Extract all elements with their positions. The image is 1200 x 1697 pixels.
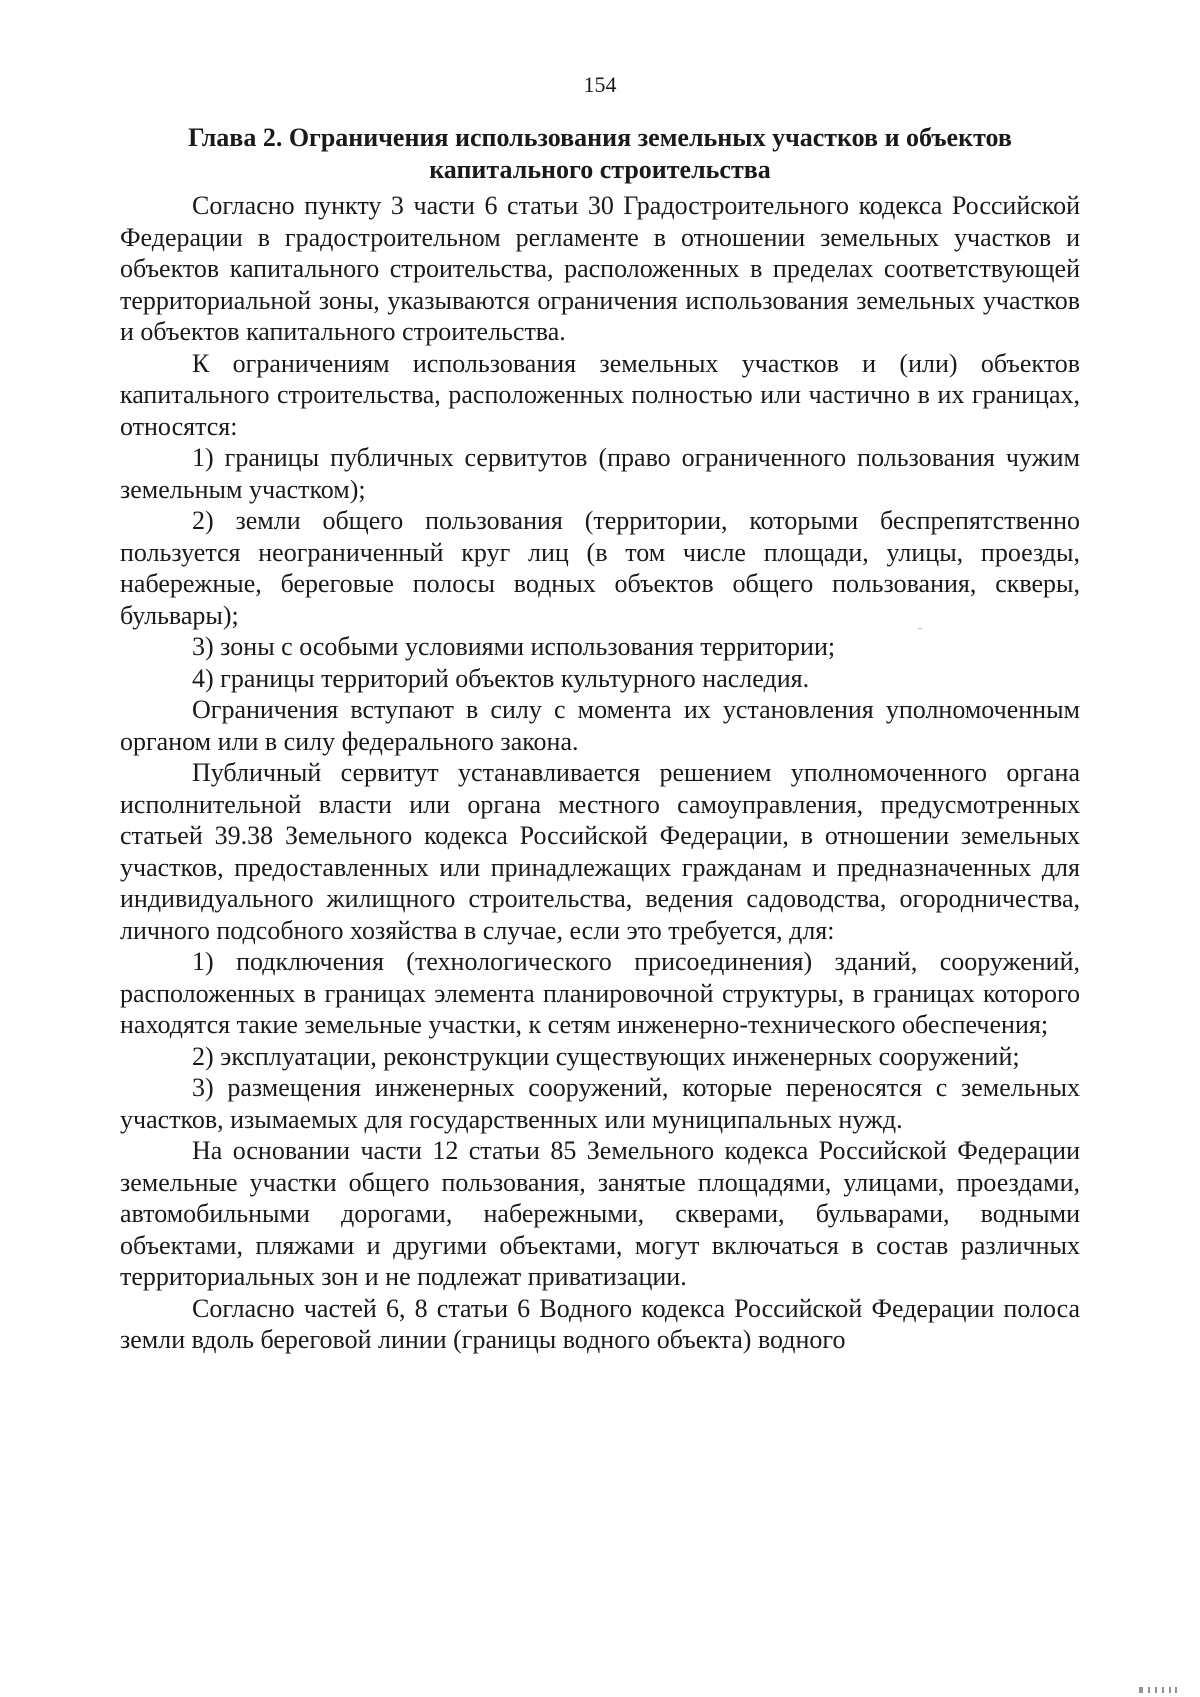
page-number: 154 [583,72,617,97]
chapter-title [120,122,1080,186]
paragraph: На основании части 12 статьи 85 Земельного кодекса Российской Федерации земельные участки общего пользования, занятые площадями, улицами, проездами, автомобильными дорогами, набережными, скверами, бульварами, водными объектами, пляжами и другими объектами, могут включаться в состав различных территориальных зон и не подлежат приватизации. [120,1136,1080,1291]
list-item: 1) границы публичных сервитутов (право ограниченного пользования чужим земельным участком); [120,443,1080,504]
paragraph: Публичный сервитут устанавливается решением уполномоченного органа исполнительной власти или органа местного самоуправления, предусмотренных статьей 39.38 Земельного кодекса Российской Федерации, в отношении земельных участков, предоставленных или принадлежащих гражданам и предназначенных для индивидуального жилищного строительства, ведения садоводства, огородничества, личного подсобного хозяйства в случае, если это требуется, для: [120,758,1080,945]
paragraph: К ограничениям использования земельных участков и (или) объектов капитального строительства, расположенных полностью или частично в их границах, относятся: [120,348,1080,441]
list-item: 2) эксплуатации, реконструкции существующих инженерных сооружений; [192,1041,1020,1071]
body-text [120,190,1080,1356]
chapter-title-line-1: Глава 2. Ограничения использования земельных участков и объектов [188,123,1012,152]
list-item: 2) земли общего пользования (территории, которыми беспрепятственно пользуется неограниченный круг лиц (в том числе площади, улицы, проезды, набережные, береговые полосы водных объектов общего пользования, скверы, бульвары); [120,506,1080,630]
list-item: 1) подключения (технологического присоединения) зданий, сооружений, расположенных в границах элемента планировочной структуры, в границах которого находятся такие земельные участки, к сетям инженерно-технического обеспечения; [120,947,1080,1039]
chapter-title-line-2: капитального строительства [429,155,771,184]
scan-speck [918,628,922,629]
paragraph: Согласно пункту 3 части 6 статьи 30 Градостроительного кодекса Российской Федерации в градостроительном регламенте в отношении земельных участков и объектов капитального строительства, расположенных в пределах соответствующей территориальной зоны, указываются ограничения использования земельных участков и объектов капитального строительства. [120,191,1080,346]
paragraph: Ограничения вступают в силу с момента их установления уполномоченным органом или в силу федерального закона. [120,695,1080,756]
list-item: 3) зоны с особыми условиями использования территории; [192,632,836,661]
list-item: 3) размещения инженерных сооружений, которые переносятся с земельных участков, изымаемых для государственных или муниципальных нужд. [120,1073,1080,1134]
paragraph: Согласно частей 6, 8 статьи 6 Водного кодекса Российской Федерации полоса земли вдоль береговой линии (границы водного объекта) водного [120,1293,1080,1354]
scan-edge-mark [1139,1687,1177,1693]
list-item: 4) границы территорий объектов культурного наследия. [192,663,810,693]
